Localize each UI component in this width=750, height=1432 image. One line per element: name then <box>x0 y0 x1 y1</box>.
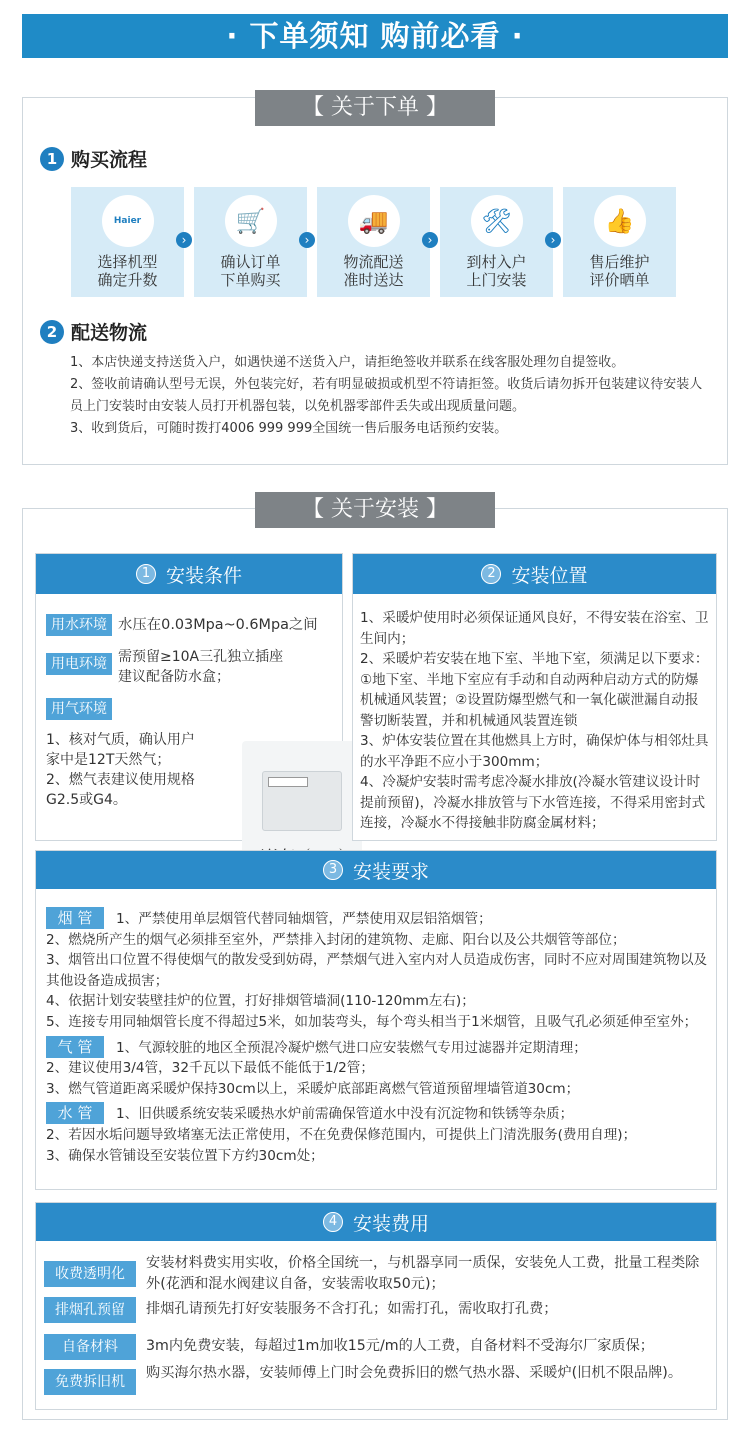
logistics-item: 1、本店快递支持送货入户，如遇快递不送货入户，请拒绝签收并联系在线客服处理勿自提签收。 <box>70 355 625 370</box>
fee-tag: 自备材料 <box>44 1334 136 1360</box>
card-header <box>36 1203 716 1241</box>
chevron-right-icon: › <box>422 232 438 248</box>
logistics-title: 配送物流 <box>71 322 148 344</box>
chevron-right-icon: › <box>176 232 192 248</box>
gas-env-tag: 用气环境 <box>46 698 112 720</box>
cart-icon: 🛒 <box>225 195 277 247</box>
logistics-text <box>70 352 710 440</box>
power-env-tag: 用电环境 <box>46 653 112 675</box>
gas-pipe-item: 3、燃气管道距离采暖炉保持30cm以上，采暖炉底部距离燃气管道预留埋墙管道30cm； <box>46 1080 580 1097</box>
flue-item: 1、严禁使用单层烟管代替同轴烟管，严禁使用双层铝箔烟管； <box>116 911 492 927</box>
water-pipe-item: 2、若因水垢问题导致堵塞无法正常使用，不在免费保修范围内，可提供上门清洗服务(费用自理)； <box>46 1126 637 1143</box>
card-number-badge: 4 <box>323 1212 343 1232</box>
flow-step-3 <box>317 187 430 297</box>
logistics-item: 3、收到货后，可随时拨打4006 999 999全国统一售后服务电话预约安装。 <box>70 421 508 436</box>
card-header <box>353 554 716 594</box>
card-header <box>36 554 342 594</box>
flow-step-line2: 准时送达 <box>343 271 404 289</box>
gas-pipe-item: 2、建议使用3/4管，32千瓦以下最低不能低于1/2管； <box>46 1060 374 1077</box>
power-env-text: 需预留≥10A三孔独立插座 <box>118 649 284 665</box>
flow-step-line2: 评价晒单 <box>589 271 650 289</box>
water-pipe-item: 3、确保水管铺设至安装位置下方约30cm处； <box>46 1147 324 1164</box>
water-pipe-tag: 水 管 <box>46 1102 104 1124</box>
card-number-badge: 3 <box>323 860 343 880</box>
flow-step-2 <box>194 187 307 297</box>
card-title: 安装位置 <box>511 564 588 587</box>
flue-item: 5、连接专用同轴烟管长度不得超过5米，如加装弯头，每个弯头相当于1米烟管，且吸气孔必须延伸至室外； <box>46 1013 698 1030</box>
chevron-right-icon: › <box>299 232 315 248</box>
flow-step-line1: 选择机型 <box>97 253 158 271</box>
flow-step-line2: 确定升数 <box>97 271 158 289</box>
flow-step-4 <box>440 187 553 297</box>
install-conditions-card <box>35 553 343 841</box>
water-env-text: 水压在0.03Mpa~0.6Mpa之间 <box>118 617 318 633</box>
flow-heading <box>40 145 147 172</box>
water-pipe-item: 1、旧供暖系统安装采暖热水炉前需确保管道水中没有沉淀物和铁锈等杂质； <box>116 1106 574 1123</box>
fee-tag: 收费透明化 <box>44 1261 136 1287</box>
flow-title: 购买流程 <box>71 149 148 171</box>
flow-step-line1: 售后维护 <box>589 253 650 271</box>
fee-text: 购买海尔热水器，安装师傅上门时会免费拆旧的燃气热水器、采暖炉(旧机不限品牌)。 <box>146 1365 683 1381</box>
power-env-text: 建议配备防水盒； <box>118 669 230 685</box>
position-item: 1、采暖炉使用时必须保证通风良好，不得安装在浴室、卫生间内； <box>360 610 709 647</box>
order-section-title: 【 关于下单 】 <box>255 90 495 126</box>
flow-step-line1: 物流配送 <box>343 253 404 271</box>
flue-item: 2、燃烧所产生的烟气必须排至室外，严禁排入封闭的建筑物、走廊、阳台以及公共烟管等部位； <box>46 931 626 948</box>
install-requirements-card <box>35 850 717 1190</box>
flow-step-line2: 上门安装 <box>466 271 527 289</box>
card-number-badge: 1 <box>136 564 156 584</box>
fee-row <box>44 1363 708 1395</box>
water-env-tag: 用水环境 <box>46 614 112 636</box>
logistics-number-badge: 2 <box>40 320 64 344</box>
card-header <box>36 851 716 889</box>
thumbs-up-icon: 👍 <box>594 195 646 247</box>
chevron-right-icon: › <box>545 232 561 248</box>
flow-step-line2: 下单购买 <box>220 271 281 289</box>
water-heater-icon: Haier <box>102 195 154 247</box>
install-position-card <box>352 553 717 841</box>
position-item: 2、采暖炉若安装在地下室、半地下室，须满足以下要求：①地下室、半地下室应有手动和自动两种启动方式的防爆机械通风装置；②设置防爆型燃气和一氧化碳泄漏自动报警切断装置，并和机械通风装置连锁 <box>360 651 709 729</box>
page-banner: · 下单须知 购前必看 · <box>22 14 728 58</box>
flue-item: 3、烟管出口位置不得使烟气的散发受到妨碍，严禁烟气进入室内对人员造成伤害，同时不应对周围建筑物以及其他设备造成损害； <box>46 952 708 989</box>
logistics-heading <box>40 318 147 345</box>
requirements-text <box>46 907 710 1166</box>
gas-pipe-item: 1、气源较脏的地区全预混冷凝炉燃气进口应安装燃气专用过滤器并定期清理； <box>116 1039 587 1056</box>
flue-tag: 烟 管 <box>46 907 104 929</box>
card-title: 安装要求 <box>352 860 429 883</box>
fee-text: 排烟孔请预先打好安装服务不含打孔；如需打孔，需收取打孔费； <box>146 1301 558 1317</box>
install-fees-card <box>35 1202 717 1410</box>
fee-row <box>44 1253 708 1295</box>
fee-row <box>44 1334 708 1360</box>
card-number-badge: 2 <box>481 564 501 584</box>
fee-tag: 免费拆旧机 <box>44 1369 136 1395</box>
gas-env-text: 2、燃气表建议使用规格G2.5或G4。 <box>46 772 195 808</box>
fee-text: 安装材料费实用实收，价格全国统一，与机器享同一质保，安装免人工费，批量工程类除外(花洒和混水阀建议自备，安装需收取50元)； <box>146 1255 700 1292</box>
flow-step-line1: 到村入户 <box>466 253 527 271</box>
flue-item: 4、依据计划安装壁挂炉的位置，打好排烟管墙洞(110-120mm左右)； <box>46 993 475 1010</box>
fee-row <box>44 1297 708 1323</box>
fee-tag: 排烟孔预留 <box>44 1297 136 1323</box>
flow-step-5 <box>563 187 676 297</box>
tools-icon: 🛠 <box>471 195 523 247</box>
truck-icon: 🚚 <box>348 195 400 247</box>
gas-env-text: 1、核对气质，确认用户家中是12T天然气； <box>46 732 195 768</box>
flow-step-line1: 确认订单 <box>220 253 281 271</box>
position-item: 3、炉体安装位置在其他燃具上方时，确保炉体与相邻灶具的水平净距不应小于300mm； <box>360 733 709 770</box>
flow-step-1 <box>71 187 184 297</box>
fee-text: 3m内免费安装，每超过1m加收15元/m的人工费，自备材料不受海尔厂家质保； <box>146 1338 654 1354</box>
install-section-title: 【 关于安装 】 <box>255 492 495 528</box>
flow-number-badge: 1 <box>40 147 64 171</box>
position-item: 4、冷凝炉安装时需考虑冷凝水排放(冷凝水管建议设计时提前预留)，冷凝水排放管与下水管连接，不得采用密封式连接，冷凝水不得接触非防腐金属材料； <box>360 774 706 831</box>
card-title: 安装费用 <box>352 1212 429 1235</box>
logistics-item: 2、签收前请确认型号无误，外包装完好，若有明显破损或机型不符请拒签。收货后请勿拆开包装建议待安装人员上门安装时由安装人员打开机器包装，以免机器零部件丢失或出现质量问题。 <box>70 377 703 414</box>
card-title: 安装条件 <box>165 564 242 587</box>
gas-pipe-tag: 气 管 <box>46 1036 104 1058</box>
